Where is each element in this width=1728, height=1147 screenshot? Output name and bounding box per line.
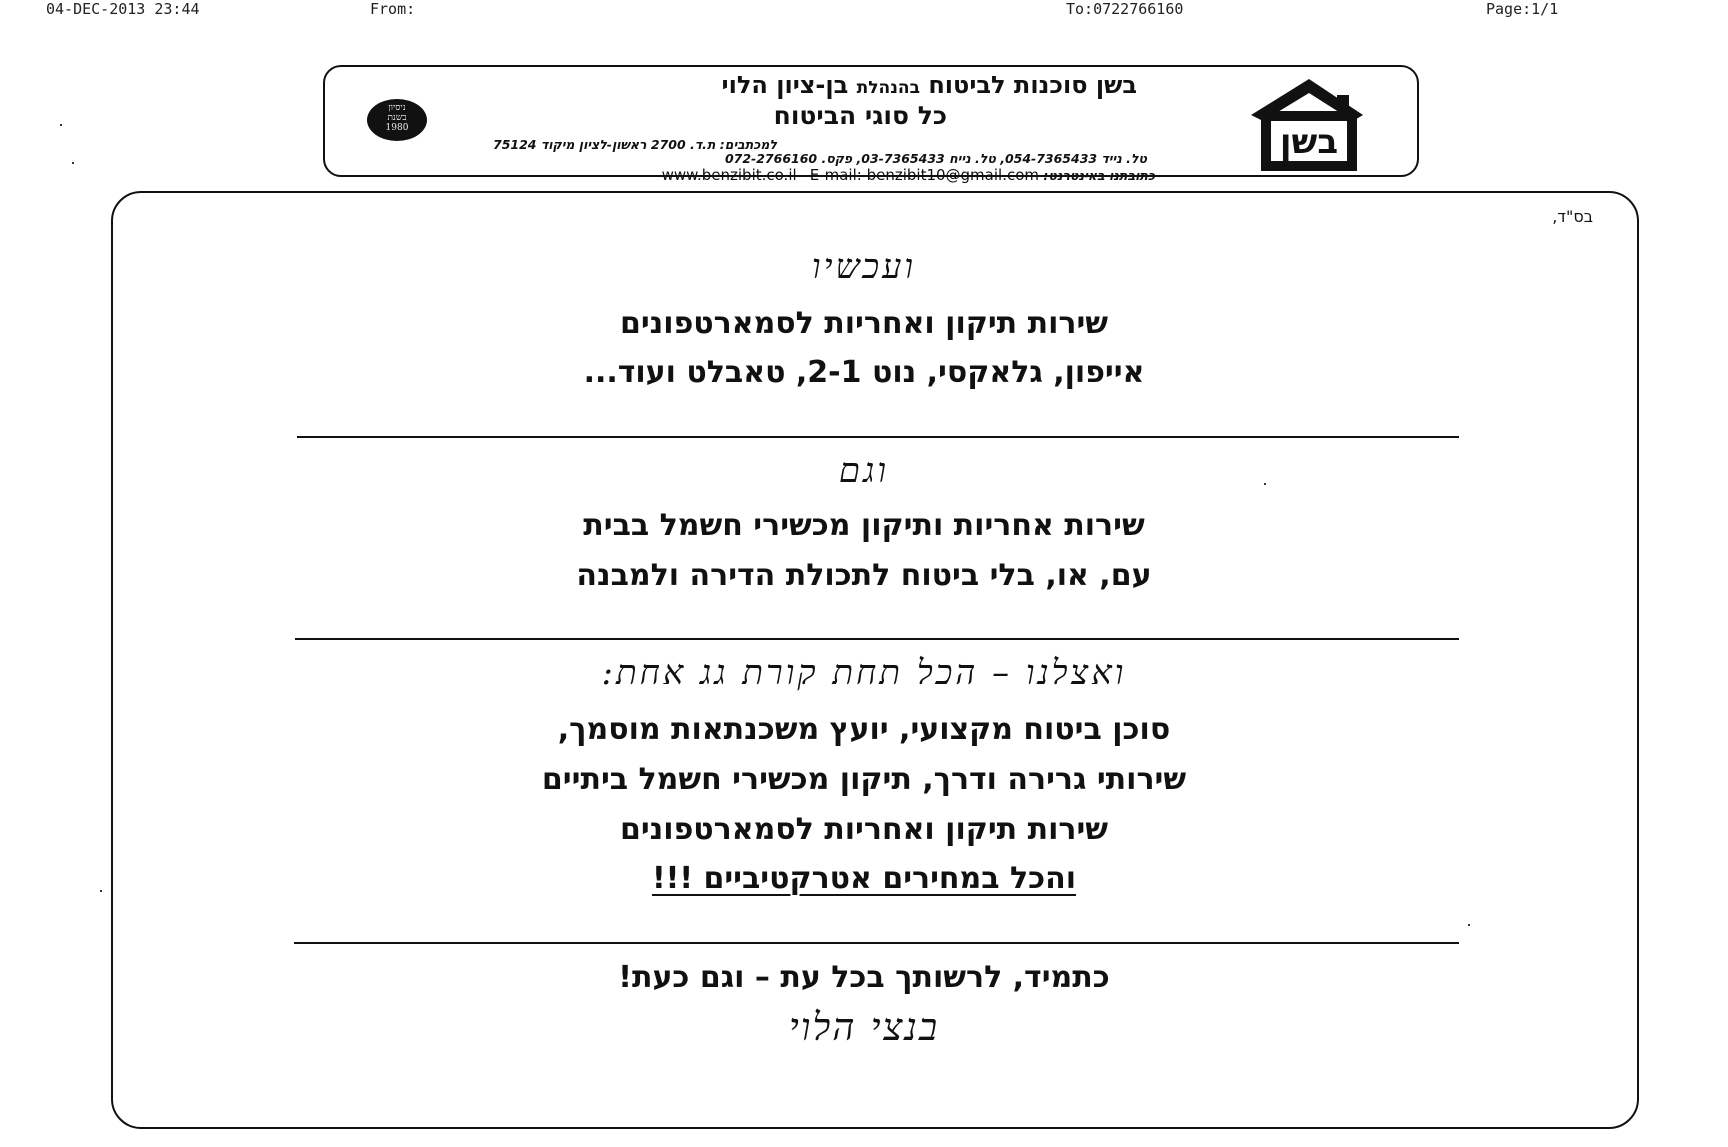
section1-heading: ועכשיו bbox=[811, 247, 917, 287]
seal-line: 1980 bbox=[385, 123, 409, 133]
bsd-mark: בס"ד, bbox=[1552, 207, 1593, 226]
scan-speck bbox=[1468, 924, 1470, 926]
divider-1 bbox=[297, 436, 1459, 438]
divider-2 bbox=[295, 638, 1459, 640]
agency-web-line bbox=[662, 166, 1155, 184]
scan-speck bbox=[100, 890, 102, 892]
section2-line1: שירות אחריות ותיקון מכשירי חשמל בבית bbox=[583, 508, 1145, 543]
house-logo-icon bbox=[1245, 75, 1369, 173]
seal-line: בשנת bbox=[387, 113, 407, 123]
agency-manager: בן-ציון הלוי bbox=[721, 71, 849, 99]
agency-address: למכתבים: ת.ד. 2700 ראשון-לציון מיקוד 75124 bbox=[493, 137, 777, 152]
web-url: www.benzibit.co.il bbox=[661, 166, 797, 184]
fax-header bbox=[0, 0, 1728, 22]
scan-speck bbox=[1264, 483, 1266, 485]
fax-from: From: bbox=[370, 0, 416, 18]
fax-to: To:0722766160 bbox=[1066, 0, 1184, 18]
section2-heading: וגם bbox=[838, 451, 890, 491]
section3-line1: סוכן ביטוח מקצועי, יועץ משכנתאות מוסמך, bbox=[557, 712, 1171, 747]
email-address: E-mail: benzibit10@gmail.com bbox=[809, 166, 1040, 184]
seal-line: ניסיון bbox=[388, 103, 406, 113]
section1-line1: שירות תיקון ואחריות לסמארטפונים bbox=[619, 306, 1109, 341]
section1-line2: אייפון, גלאקסי, נוט 2-1, טאבלט ועוד... bbox=[583, 355, 1145, 390]
section3-line2: שירותי גרירה ודרך, תיקון מכשירי חשמל ביתיים bbox=[541, 762, 1187, 797]
section2-line2: עם, או, בלי ביטוח לתכולת הדירה ולמבנה bbox=[576, 558, 1152, 593]
agency-management-label: בהנהלת bbox=[856, 78, 920, 98]
fax-page: Page:1/1 bbox=[1486, 0, 1559, 18]
section3-line3: שירות תיקון ואחריות לסמארטפונים bbox=[619, 812, 1109, 847]
agency-phones: טל. נייד 054-7365433, טל. נייח 03-7365433, פקס. 072-2766160 bbox=[724, 151, 1147, 166]
seal-icon bbox=[367, 99, 427, 141]
agency-subtitle: כל סוגי הביטוח bbox=[773, 101, 947, 130]
letterhead bbox=[323, 65, 1419, 184]
closing-line: כתמיד, לרשותך בכל עת – וגם כעת! bbox=[618, 960, 1110, 995]
scan-speck bbox=[60, 124, 62, 126]
fax-date: 04-DEC-2013 23:44 bbox=[46, 0, 200, 18]
web-label: כתובתנו באינטרנט: bbox=[1043, 168, 1155, 183]
agency-title bbox=[722, 71, 1137, 99]
scan-speck bbox=[72, 162, 74, 164]
logo-text: בשן bbox=[1279, 122, 1339, 162]
agency-name: בשן סוכנות לביטוח bbox=[928, 71, 1137, 99]
divider-3 bbox=[294, 942, 1459, 944]
signature: בנצי הלוי bbox=[788, 1005, 940, 1049]
section3-line4: והכל במחירים אטרקטיביים !!! bbox=[651, 861, 1077, 896]
section3-heading: ואצלנו – הכל תחת קורת גג אחת: bbox=[601, 653, 1127, 693]
